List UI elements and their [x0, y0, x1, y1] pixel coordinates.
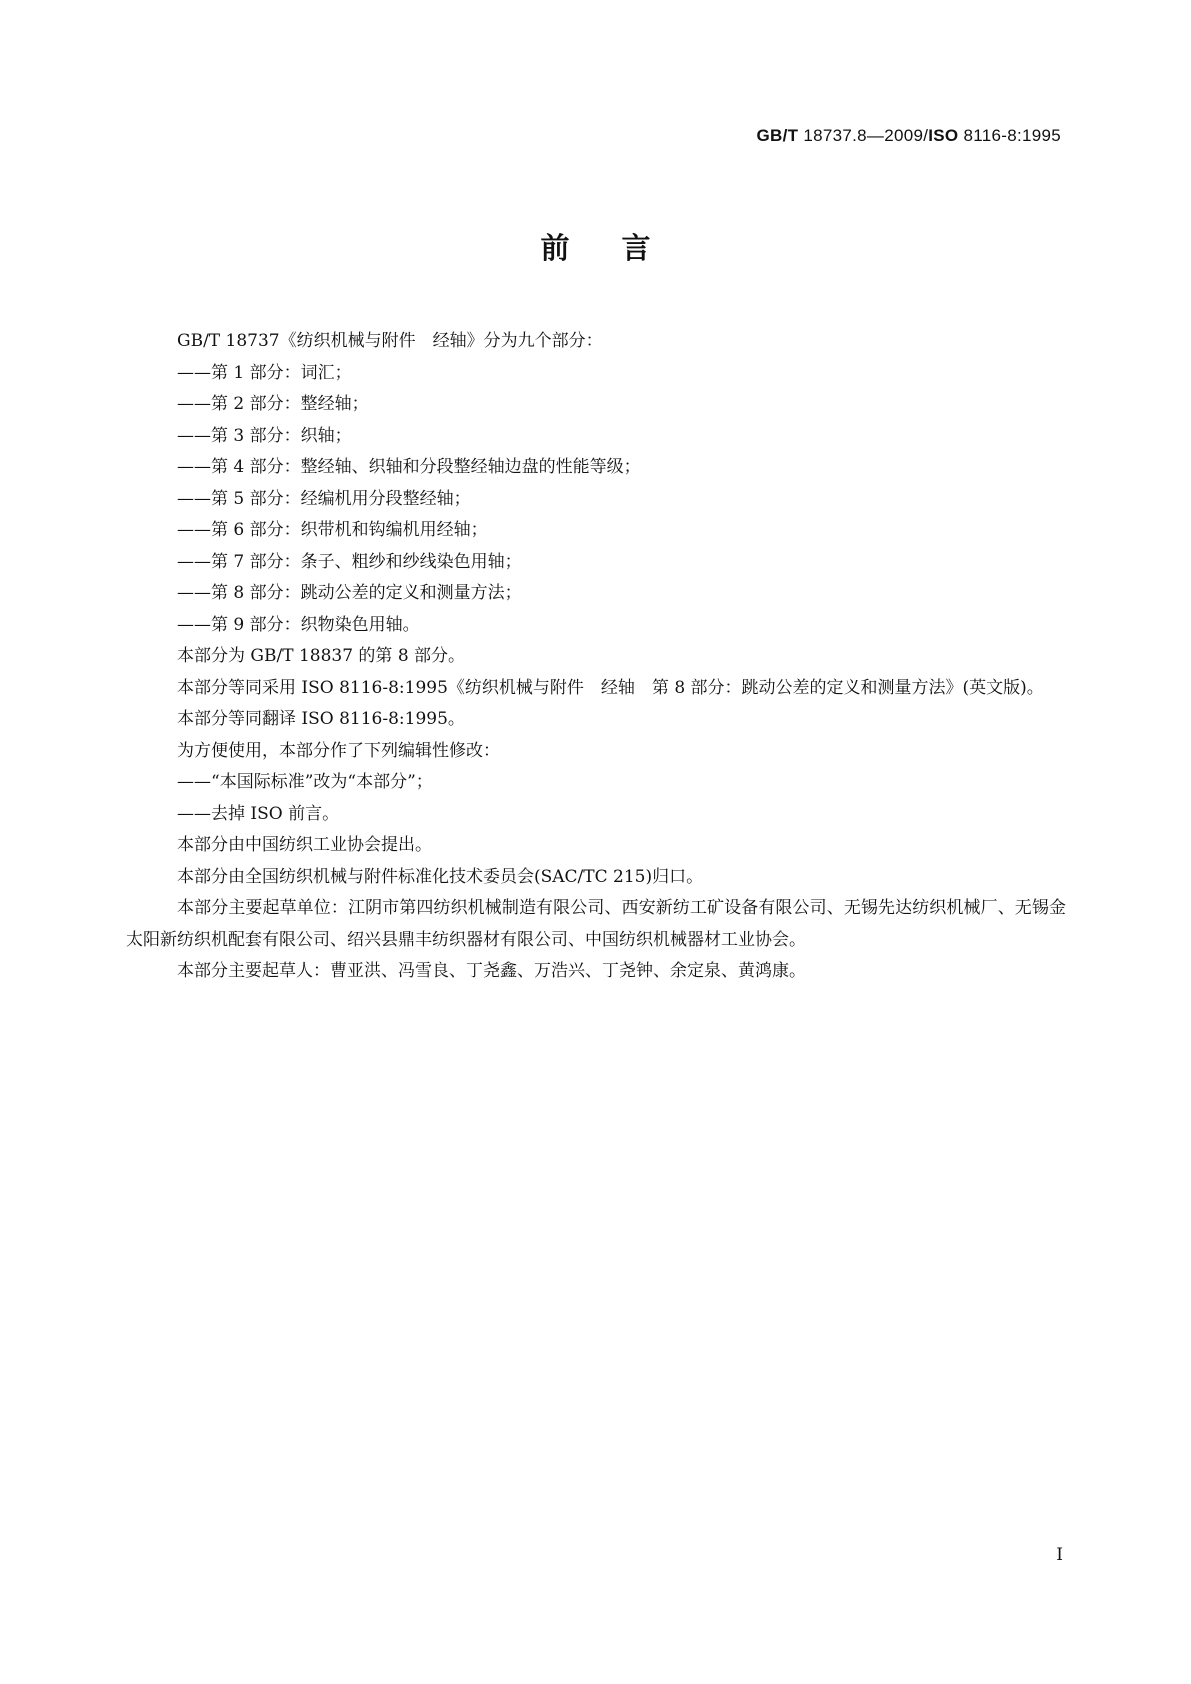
standard-code-header [757, 126, 1061, 146]
paragraph-part-statement: 本部分为 GB/T 18837 的第 8 部分。 [177, 646, 466, 666]
paragraph-drafting-units: 本部分主要起草单位：江阴市第四纺织机械制造有限公司、西安新纺工矿设备有限公司、无锡先达纺织机械厂、无锡金太阳新纺织机配套有限公司、绍兴县鼎丰纺织器材有限公司、中国纺织机械器材工业协会。 [126, 898, 1066, 950]
paragraph-editorial-changes: 为方便使用，本部分作了下列编辑性修改： [177, 740, 500, 761]
header-code-number: 18737.8—2009/ [798, 126, 929, 145]
paragraph-translation: 本部分等同翻译 ISO 8116-8:1995。 [177, 709, 465, 729]
list-item-change-1: ——“本国际标准”改为“本部分”； [177, 772, 433, 792]
list-item-part-8: ——第 8 部分：跳动公差的定义和测量方法； [177, 583, 522, 603]
page-title: 前言 [540, 231, 703, 265]
list-item-part-3: ——第 3 部分：织轴； [177, 425, 352, 446]
header-code-iso: ISO [928, 126, 959, 145]
list-item-part-4: ——第 4 部分：整经轴、织轴和分段整经轴边盘的性能等级； [177, 457, 641, 477]
list-item-part-5: ——第 5 部分：经编机用分段整经轴； [177, 488, 471, 509]
paragraph-proposer: 本部分由中国纺织工业协会提出。 [177, 835, 432, 855]
list-item-part-6: ——第 6 部分：织带机和钩编机用经轴； [177, 520, 488, 540]
list-item-part-9: ——第 9 部分：织物染色用轴。 [177, 614, 420, 635]
foreword-body [126, 326, 1066, 988]
list-item-change-2: ——去掉 ISO 前言。 [177, 803, 340, 824]
paragraph-drafters: 本部分主要起草人：曹亚洪、冯雪良、丁尧鑫、万浩兴、丁尧钟、余定泉、黄鸿康。 [177, 961, 806, 981]
paragraph-intro: GB/T 18737《纺织机械与附件 经轴》分为九个部分： [177, 331, 603, 351]
page-number: I [1056, 1545, 1063, 1565]
header-code-prefix: GB/T [756, 126, 799, 145]
paragraph-committee: 本部分由全国纺织机械与附件标准化技术委员会(SAC/TC 215)归口。 [177, 866, 704, 887]
list-item-part-1: ——第 1 部分：词汇； [177, 362, 352, 383]
paragraph-adoption: 本部分等同采用 ISO 8116-8:1995《纺织机械与附件 经轴 第 8 部分：跳动公差的定义和测量方法》(英文版)。 [177, 677, 1044, 698]
header-code-iso-number: 8116-8:1995 [958, 126, 1061, 145]
list-item-part-2: ——第 2 部分：整经轴； [177, 394, 369, 414]
list-item-part-7: ——第 7 部分：条子、粗纱和纱线染色用轴； [177, 551, 522, 572]
